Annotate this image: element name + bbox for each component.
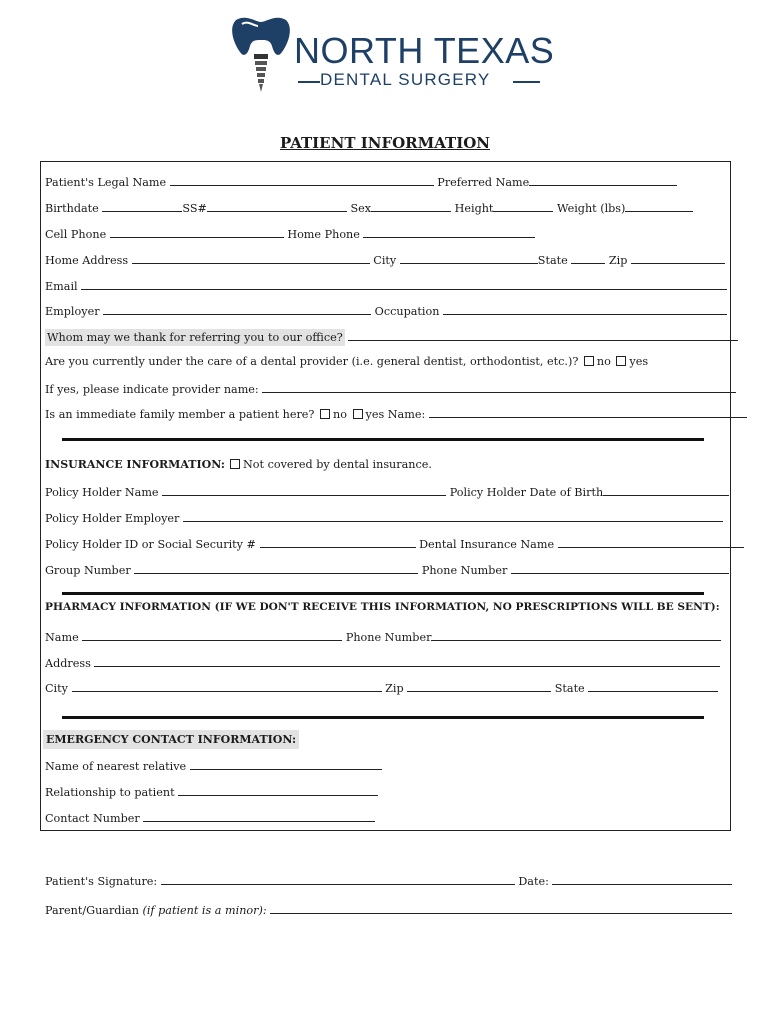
zip-label: Zip: [608, 254, 628, 267]
care-question-label: Are you currently under the care of a dental provider (i.e. general dentist, orthodontist, etc.)?: [45, 355, 579, 368]
referral-field[interactable]: [348, 329, 738, 341]
row-address: [45, 252, 725, 268]
pharmacy-heading: PHARMACY INFORMATION (IF WE DON'T RECEIVE THIS INFORMATION, NO PRESCRIPTIONS WILL BE SENT):: [45, 601, 720, 613]
row-employer: [45, 303, 727, 319]
holder-employer-field[interactable]: [183, 510, 723, 522]
ss-label: SS#: [182, 202, 207, 215]
care-no-label: no: [596, 355, 611, 368]
row-phones: [45, 226, 535, 242]
holder-dob-field[interactable]: [603, 484, 729, 496]
height-field[interactable]: [493, 200, 553, 212]
row-policy-holder: [45, 484, 729, 500]
relationship-label: Relationship to patient: [45, 786, 175, 799]
row-email: [45, 278, 727, 294]
row-referral: [45, 329, 738, 345]
group-number-field[interactable]: [134, 562, 418, 574]
relationship-field[interactable]: [178, 784, 378, 796]
sex-label: Sex: [350, 202, 372, 215]
home-phone-field[interactable]: [363, 226, 535, 238]
pharmacy-name-label: Name: [45, 631, 79, 644]
cell-phone-field[interactable]: [110, 226, 284, 238]
sex-field[interactable]: [371, 200, 451, 212]
height-label: Height: [454, 202, 494, 215]
insurance-phone-field[interactable]: [511, 562, 729, 574]
not-covered-option: [228, 458, 432, 472]
relative-label: Name of nearest relative: [45, 760, 187, 773]
city-field[interactable]: [400, 252, 538, 264]
logo-rule-right: [513, 81, 540, 83]
row-pharmacy-address: [45, 655, 720, 671]
employer-label: Employer: [45, 305, 100, 318]
row-holder-id: [45, 536, 744, 552]
holder-id-field[interactable]: [260, 536, 416, 548]
provider-name-label: If yes, please indicate provider name:: [45, 383, 259, 396]
family-yes-checkbox[interactable]: [353, 409, 363, 419]
contact-number-label: Contact Number: [45, 812, 140, 825]
email-label: Email: [45, 280, 78, 293]
family-name-label: Name:: [387, 408, 426, 421]
pharmacy-state-field[interactable]: [588, 680, 718, 692]
separator: [62, 438, 704, 441]
weight-field[interactable]: [625, 200, 693, 212]
insurance-name-field[interactable]: [558, 536, 744, 548]
not-covered-label: Not covered by dental insurance.: [243, 458, 432, 471]
row-contact-number: [45, 810, 375, 826]
row-relative: [45, 758, 382, 774]
home-address-field[interactable]: [132, 252, 370, 264]
birthdate-label: Birthdate: [45, 202, 99, 215]
provider-name-field[interactable]: [262, 381, 736, 393]
referral-label: Whom may we thank for referring you to our office?: [47, 331, 343, 344]
legal-name-label: Patient's Legal Name: [45, 176, 167, 189]
care-no-checkbox[interactable]: [584, 356, 594, 366]
logo: [228, 14, 555, 94]
pharmacy-zip-field[interactable]: [407, 680, 551, 692]
tooth-implant-icon: [228, 14, 294, 94]
row-birth: [45, 200, 693, 216]
pharmacy-zip-label: Zip: [385, 682, 404, 695]
family-no-checkbox[interactable]: [320, 409, 330, 419]
pharmacy-city-field[interactable]: [72, 680, 382, 692]
family-no-label: no: [333, 408, 347, 421]
row-pharmacy-city: [45, 680, 718, 696]
email-field[interactable]: [81, 278, 727, 290]
pharmacy-name-field[interactable]: [82, 629, 342, 641]
guardian-note: (if patient is a minor):: [142, 904, 267, 917]
pharmacy-city-label: City: [45, 682, 68, 695]
logo-line1: NORTH TEXAS: [294, 30, 555, 71]
row-pharmacy-name: [45, 629, 721, 645]
row-care: [45, 355, 648, 369]
family-question-label: Is an immediate family member a patient here?: [45, 408, 315, 421]
emergency-heading: EMERGENCY CONTACT INFORMATION:: [43, 730, 299, 749]
pharmacy-phone-label: Phone Number: [345, 631, 432, 644]
preferred-name-field[interactable]: [529, 174, 677, 186]
row-names: [45, 174, 677, 190]
date-field[interactable]: [552, 873, 732, 885]
pharmacy-state-label: State: [554, 682, 585, 695]
guardian-signature-field[interactable]: [270, 902, 732, 914]
patient-signature-field[interactable]: [161, 873, 515, 885]
family-name-field[interactable]: [429, 406, 747, 418]
holder-name-field[interactable]: [162, 484, 446, 496]
occupation-label: Occupation: [374, 305, 440, 318]
ss-field[interactable]: [207, 200, 347, 212]
care-yes-label: yes: [629, 355, 649, 368]
row-guardian-signature: [45, 902, 732, 917]
insurance-name-label: Dental Insurance Name: [419, 538, 555, 551]
holder-employer-label: Policy Holder Employer: [45, 512, 180, 525]
row-group: [45, 562, 729, 578]
contact-number-field[interactable]: [143, 810, 375, 822]
care-yes-checkbox[interactable]: [616, 356, 626, 366]
date-label: Date:: [518, 875, 549, 888]
logo-rule-left: [298, 81, 320, 83]
row-family: [45, 406, 747, 422]
relative-field[interactable]: [190, 758, 382, 770]
preferred-name-label: Preferred Name: [437, 176, 530, 189]
row-relationship: [45, 784, 378, 800]
family-yes-label: yes: [365, 408, 385, 421]
holder-name-label: Policy Holder Name: [45, 486, 159, 499]
patient-signature-label: Patient's Signature:: [45, 875, 158, 888]
separator: [62, 592, 704, 595]
group-number-label: Group Number: [45, 564, 131, 577]
logo-line2: DENTAL SURGERY: [320, 70, 491, 89]
zip-field[interactable]: [631, 252, 725, 264]
pharmacy-phone-field[interactable]: [431, 629, 721, 641]
cell-phone-label: Cell Phone: [45, 228, 107, 241]
employer-field[interactable]: [103, 303, 371, 315]
row-holder-employer: [45, 510, 723, 526]
legal-name-field[interactable]: [170, 174, 434, 186]
row-patient-signature: [45, 873, 732, 888]
weight-label: Weight (lbs): [557, 202, 626, 215]
holder-dob-label: Policy Holder Date of Birth: [449, 486, 604, 499]
pharmacy-address-label: Address: [45, 657, 91, 670]
page-title: PATIENT INFORMATION: [280, 134, 490, 152]
not-covered-checkbox[interactable]: [230, 459, 240, 469]
occupation-field[interactable]: [443, 303, 727, 315]
holder-id-label: Policy Holder ID or Social Security #: [45, 538, 256, 551]
state-field[interactable]: [571, 252, 605, 264]
home-address-label: Home Address: [45, 254, 129, 267]
row-provider: [45, 381, 736, 397]
insurance-phone-label: Phone Number: [421, 564, 508, 577]
pharmacy-address-field[interactable]: [94, 655, 720, 667]
separator: [62, 716, 704, 719]
birthdate-field[interactable]: [102, 200, 182, 212]
home-phone-label: Home Phone: [287, 228, 360, 241]
city-label: City: [373, 254, 397, 267]
guardian-label: Parent/Guardian: [45, 904, 139, 917]
state-label: State: [537, 254, 568, 267]
insurance-heading: INSURANCE INFORMATION:: [45, 458, 225, 471]
